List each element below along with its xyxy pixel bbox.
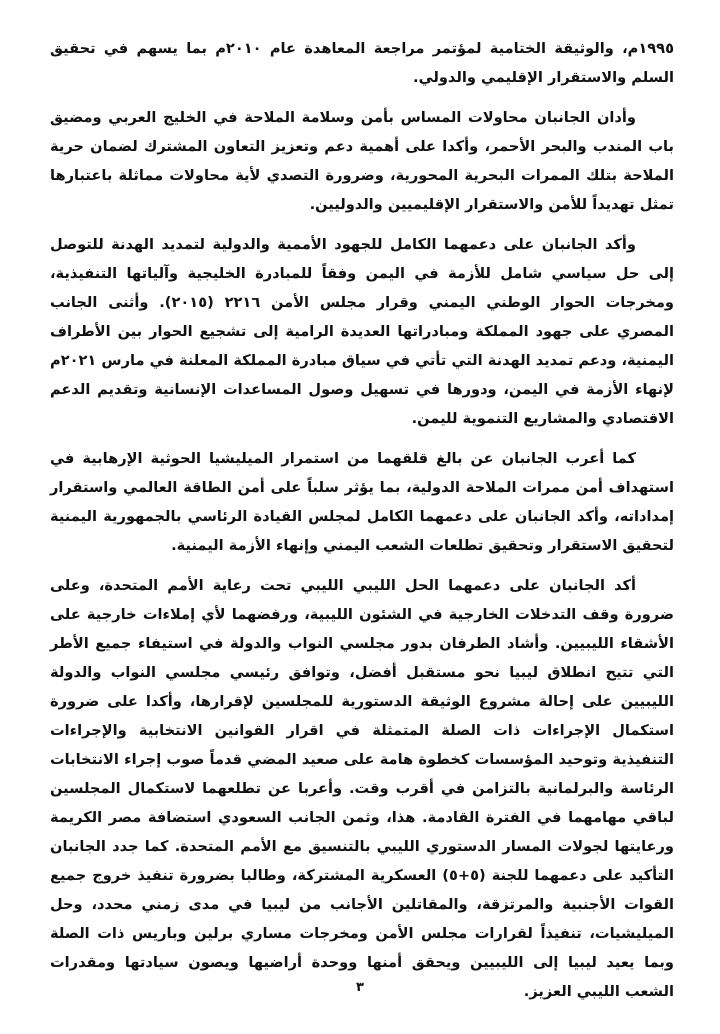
paragraph-houthi-concern: كما أعرب الجانبان عن بالغ قلقهما من استمرار الميليشيا الحوثية الإرهابية في استهداف أمن ممرات الملاحة الدولية، بما يؤثر سلباً على أمن الطاقة العالمي واستقرار إمداداته، وأكد الجانبان على دعمهما الكامل لمجلس القيادة الرئاسي بالجمهورية اليمنية لتحقيق الاستقرار وتحقيق تطلعات الشعب اليمني وإنهاء الأزمة اليمنية. (50, 450, 674, 554)
paragraph-yemen-truce: وأكد الجانبان على دعمهما الكامل للجهود الأممية والدولية لتمديد الهدنة للتوصل إلى حل سياسي شامل للأزمة في اليمن وفقاً للمبادرة الخليجية وآلياتها التنفيذية، ومخرجات الحوار الوطني اليمني وقرار مجلس الأمن ٢٢١٦ (٢٠١٥). وأثنى الجانب المصري على جهود المملكة ومبادراتها العديدة الرامية إلى تشجيع الحوار بين الأطراف اليمنية، ودعم تمديد الهدنة التي تأتي في سياق مبادرة المملكة المعلنة في مارس ٢٠٢١م لإنهاء الأزمة في اليمن، ودورها في تسهيل وصول المساعدات الإنسانية وتقديم الدعم الاقتصادي والمشاريع التنموية لليمن. (50, 236, 674, 427)
paragraph-treaty-review: ١٩٩٥م، والوثيقة الختامية لمؤتمر مراجعة المعاهدة عام ٢٠١٠م بما يسهم في تحقيق السلم والاستقرار الإقليمي والدولي. (50, 40, 674, 86)
paragraph-libya-solution: أكد الجانبان على دعمهما الحل الليبي الليبي تحت رعاية الأمم المتحدة، وعلى ضرورة وقف التدخلات الخارجية في الشئون الليبية، ورفضهما لأي إملاءات خارجية على الأشقاء الليبيين. وأشاد الطرفان بدور مجلسي النواب والدولة في استيفاء جميع الأطر التي تتيح انطلاق ليبيا نحو مستقبل أفضل، وتوافق رئيسي مجلسي النواب والدولة الليبيين على إحالة مشروع الوثيقة الدستورية للمجلسين لإقرارها، وأكدا على ضرورة استكمال الإجراءات ذات الصلة المتمثلة في اقرار القوانين الانتخابية والإجراءات التنفيذية وتوحيد المؤسسات كخطوة هامة على صعيد المضي قدماً صوب إجراء الانتخابات الرئاسة والبرلمانية بالتزامن في أقرب وقت. وأعربا عن تطلعهما لاستكمال المجلسين لباقي مهامهما في الفترة القادمة. هذا، وثمن الجانب السعودي استضافة مصر الكريمة ورعايتها لجولات المسار الدستوري الليبي بالتنسيق مع الأمم المتحدة. كما جدد الجانبان التأكيد على دعمهما للجنة (٥+٥) العسكرية المشتركة، وطالبا بضرورة تنفيذ خروج جميع القوات الأجنبية والمرتزقة، والمقاتلين الأجانب من ليبيا في مدى زمني محدد، وحل الميليشيات، تنفيذاً لقرارات مجلس الأمن ومخرجات مساري برلين وباريس ذات الصلة وبما يعيد ليبيا إلى الليبيين ويحقق أمنها ووحدة أراضيها ويصون سيادتها ومقدرات الشعب الليبي العزيز. (50, 577, 674, 1000)
paragraph-maritime-security: وأدان الجانبان محاولات المساس بأمن وسلامة الملاحة في الخليج العربي ومضيق باب المندب والبحر الأحمر، وأكدا على أهمية دعم وتعزيز التعاون المشترك لضمان حرية الملاحة بتلك الممرات البحرية المحورية، وضرورة التصدي لأية محاولات مماثلة باعتبارها تمثل تهديداً للأمن والاستقرار الإقليميين والدوليين. (50, 109, 674, 213)
document-page (50, 34, 674, 1017)
page-number: ٣ (356, 980, 364, 995)
